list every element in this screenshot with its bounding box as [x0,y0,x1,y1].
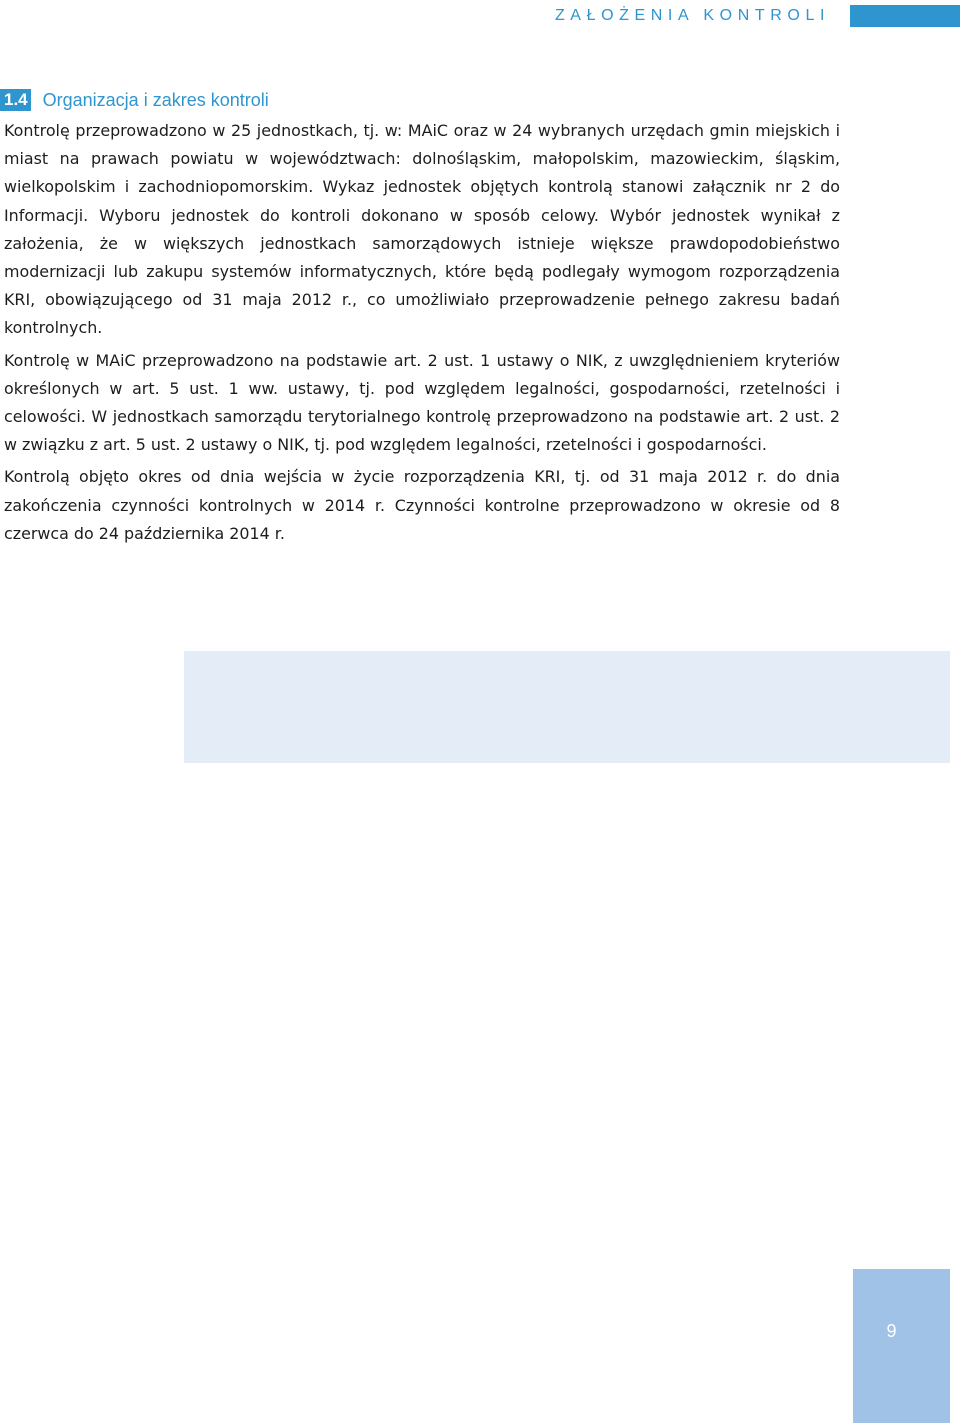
paragraph-period: Kontrolą objęto okres od dnia wejścia w życie rozporządzenia KRI, tj. od 31 maja 2012 r. do dnia zakończenia czynności kontrolnych w 2014 r. Czynności kontrolne przeprowadzono w okresie od 8 czerwca do 24 października 2014 r. [4,467,840,543]
section-heading [0,88,269,112]
paragraph-scope: Kontrolę przeprowadzono w 25 jednostkach, tj. w: MAiC oraz w 24 wybranych urzędach gmin miejskich i miast na prawach powiatu w województwach: dolnośląskim, małopolskim, mazowieckim, śląskim, wielkopolskim i zachodniopomorskim. Wykaz jednostek objętych kontrolą stanowi załącznik nr 2 do Informacji. Wyboru jednostek do kontroli dokonano w sposób celowy. Wybór jednostek wynikał z założenia, że w większych jednostkach samorządowych istnieje większe prawdopodobieństwo modernizacji lub zakupu systemów informatycznych, które będą podlegały wymogom rozporządzenia KRI, obowiązującego od 31 maja 2012 r., co umożliwiało przeprowadzenie pełnego zakresu badań kontrolnych. [4,121,840,338]
section-title: Organizacja i zakres kontroli [42,90,269,110]
header-accent-bar [850,5,960,27]
empty-info-box [184,651,950,763]
paragraph-legal-basis: Kontrolę w MAiC przeprowadzono na podstawie art. 2 ust. 1 ustawy o NIK, z uwzględnieniem kryteriów określonych w art. 5 ust. 1 ww. ustawy, tj. pod względem legalności, gospodarności, rzetelności i celowości. W jednostkach samorządu terytorialnego kontrolę przeprowadzono na podstawie art. 2 ust. 2 w związku z art. 5 ust. 2 ustawy o NIK, tj. pod względem legalności, rzetelności i gospodarności. [4,350,840,455]
section-number: 1.4 [0,89,31,111]
page-number-block [853,1269,950,1423]
body-text [4,117,840,552]
running-header: ZAŁOŻENIA KONTROLI [554,7,830,24]
page-number: 9 [886,1321,897,1341]
